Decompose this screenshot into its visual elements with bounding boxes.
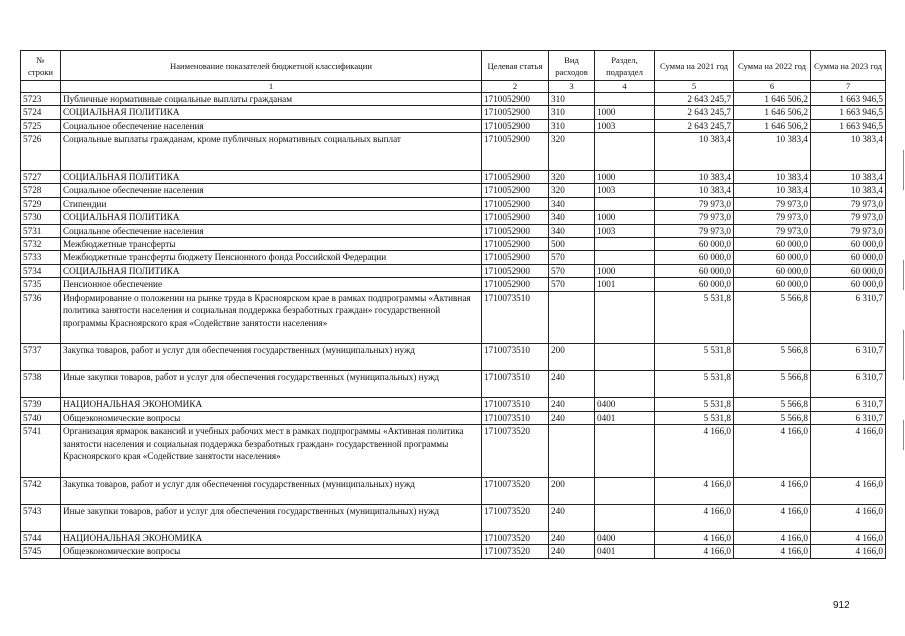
row-sum-2021: 10 383,4	[655, 170, 734, 183]
row-name: Общеэкономические вопросы	[61, 545, 482, 558]
row-expense-type: 310	[549, 119, 595, 132]
row-sum-2021: 79 973,0	[655, 211, 734, 224]
row-section: 1000	[595, 170, 655, 183]
row-name: Межбюджетные трансферты бюджету Пенсионного фонда Российской Федерации	[61, 251, 482, 264]
row-target-article: 1710073520	[482, 477, 549, 504]
row-sum-2023: 60 000,0	[811, 238, 886, 251]
row-expense-type: 200	[549, 477, 595, 504]
row-sum-2022: 10 383,4	[734, 184, 811, 197]
row-expense-type: 240	[549, 371, 595, 398]
row-target-article: 1710052900	[482, 197, 549, 210]
row-expense-type: 320	[549, 133, 595, 171]
row-sum-2023: 6 310,7	[811, 291, 886, 344]
row-section	[595, 93, 655, 106]
row-name: Социальное обеспечение населения	[61, 184, 482, 197]
column-number: 6	[734, 81, 811, 93]
row-sum-2022: 5 566,8	[734, 371, 811, 398]
table-row	[21, 238, 886, 251]
row-sum-2023: 4 166,0	[811, 545, 886, 558]
row-target-article: 1710052900	[482, 264, 549, 277]
row-section	[595, 238, 655, 251]
table-row	[21, 545, 886, 558]
row-sum-2023: 6 310,7	[811, 371, 886, 398]
table-row	[21, 264, 886, 277]
row-expense-type: 570	[549, 264, 595, 277]
row-sum-2023: 4 166,0	[811, 504, 886, 531]
table-body	[21, 93, 886, 559]
row-number: 5742	[21, 477, 61, 504]
row-expense-type: 340	[549, 224, 595, 237]
row-sum-2023: 1 663 946,5	[811, 106, 886, 119]
row-number: 5735	[21, 278, 61, 291]
row-sum-2022: 10 383,4	[734, 133, 811, 171]
row-name: Закупка товаров, работ и услуг для обеспечения государственных (муниципальных) нужд	[61, 477, 482, 504]
table-row	[21, 119, 886, 132]
row-target-article: 1710052900	[482, 106, 549, 119]
row-sum-2021: 60 000,0	[655, 238, 734, 251]
row-expense-type: 320	[549, 184, 595, 197]
scan-edge-mark	[903, 260, 904, 290]
row-target-article: 1710052900	[482, 93, 549, 106]
row-expense-type: 340	[549, 211, 595, 224]
row-target-article: 1710073520	[482, 504, 549, 531]
row-target-article: 1710073520	[482, 545, 549, 558]
row-number: 5731	[21, 224, 61, 237]
column-numbers-row	[21, 81, 886, 93]
row-target-article: 1710052900	[482, 184, 549, 197]
row-number: 5729	[21, 197, 61, 210]
row-number: 5723	[21, 93, 61, 106]
row-sum-2023: 60 000,0	[811, 264, 886, 277]
row-sum-2022: 60 000,0	[734, 238, 811, 251]
row-target-article: 1710073520	[482, 531, 549, 544]
row-sum-2022: 4 166,0	[734, 504, 811, 531]
row-sum-2021: 4 166,0	[655, 425, 734, 478]
row-sum-2021: 60 000,0	[655, 251, 734, 264]
row-number: 5733	[21, 251, 61, 264]
row-sum-2021: 79 973,0	[655, 197, 734, 210]
table-row	[21, 398, 886, 411]
row-section	[595, 133, 655, 171]
row-name: Пенсионное обеспечение	[61, 278, 482, 291]
row-target-article: 1710052900	[482, 133, 549, 171]
row-expense-type: 310	[549, 93, 595, 106]
row-sum-2023: 6 310,7	[811, 344, 886, 371]
row-expense-type: 500	[549, 238, 595, 251]
row-section	[595, 504, 655, 531]
row-sum-2022: 79 973,0	[734, 224, 811, 237]
table-row	[21, 133, 886, 171]
row-sum-2021: 4 166,0	[655, 545, 734, 558]
row-name: Межбюджетные трансферты	[61, 238, 482, 251]
row-section: 1000	[595, 211, 655, 224]
column-number: 1	[61, 81, 482, 93]
table-row	[21, 184, 886, 197]
table-row	[21, 531, 886, 544]
row-number: 5744	[21, 531, 61, 544]
row-number: 5726	[21, 133, 61, 171]
row-section: 0401	[595, 411, 655, 424]
table-row	[21, 411, 886, 424]
row-section	[595, 251, 655, 264]
row-number: 5741	[21, 425, 61, 478]
row-sum-2023: 1 663 946,5	[811, 93, 886, 106]
header-sum-2023: Сумма на 2023 год	[811, 51, 886, 81]
row-section	[595, 291, 655, 344]
row-expense-type: 240	[549, 531, 595, 544]
row-sum-2023: 4 166,0	[811, 425, 886, 478]
row-sum-2022: 4 166,0	[734, 545, 811, 558]
table-row	[21, 504, 886, 531]
row-sum-2021: 4 166,0	[655, 504, 734, 531]
row-sum-2021: 60 000,0	[655, 264, 734, 277]
row-target-article: 1710052900	[482, 238, 549, 251]
row-section: 1001	[595, 278, 655, 291]
row-target-article: 1710073510	[482, 291, 549, 344]
row-section: 0400	[595, 398, 655, 411]
header-expense-type: Вид расходов	[549, 51, 595, 81]
row-name: Социальное обеспечение населения	[61, 119, 482, 132]
row-name: Иные закупки товаров, работ и услуг для обеспечения государственных (муниципальных) нужд	[61, 504, 482, 531]
column-number: 7	[811, 81, 886, 93]
row-expense-type	[549, 291, 595, 344]
page-number: 912	[833, 600, 850, 611]
row-name: Стипендии	[61, 197, 482, 210]
row-sum-2021: 79 973,0	[655, 224, 734, 237]
table-row	[21, 278, 886, 291]
row-sum-2022: 60 000,0	[734, 251, 811, 264]
row-target-article: 1710052900	[482, 224, 549, 237]
row-name: Социальные выплаты гражданам, кроме публичных нормативных социальных выплат	[61, 133, 482, 171]
row-section	[595, 425, 655, 478]
table-row	[21, 371, 886, 398]
row-name: НАЦИОНАЛЬНАЯ ЭКОНОМИКА	[61, 398, 482, 411]
row-name: Социальное обеспечение населения	[61, 224, 482, 237]
row-number: 5727	[21, 170, 61, 183]
row-sum-2022: 1 646 506,2	[734, 93, 811, 106]
column-number	[21, 81, 61, 93]
row-sum-2023: 79 973,0	[811, 197, 886, 210]
row-expense-type: 570	[549, 251, 595, 264]
row-name: Публичные нормативные социальные выплаты гражданам	[61, 93, 482, 106]
row-sum-2022: 5 566,8	[734, 398, 811, 411]
row-sum-2021: 5 531,8	[655, 291, 734, 344]
row-number: 5740	[21, 411, 61, 424]
row-number: 5725	[21, 119, 61, 132]
row-sum-2021: 5 531,8	[655, 411, 734, 424]
row-target-article: 1710052900	[482, 170, 549, 183]
row-sum-2021: 10 383,4	[655, 184, 734, 197]
row-sum-2023: 10 383,4	[811, 170, 886, 183]
row-expense-type: 240	[549, 545, 595, 558]
row-section: 1003	[595, 224, 655, 237]
row-name: Закупка товаров, работ и услуг для обеспечения государственных (муниципальных) нужд	[61, 344, 482, 371]
row-section	[595, 371, 655, 398]
row-sum-2022: 79 973,0	[734, 197, 811, 210]
row-target-article: 1710052900	[482, 119, 549, 132]
row-sum-2022: 4 166,0	[734, 425, 811, 478]
row-sum-2023: 60 000,0	[811, 278, 886, 291]
header-target-article: Целевая статья	[482, 51, 549, 81]
row-sum-2021: 60 000,0	[655, 278, 734, 291]
row-number: 5728	[21, 184, 61, 197]
row-target-article: 1710073510	[482, 398, 549, 411]
row-expense-type	[549, 425, 595, 478]
table-header-row	[21, 51, 886, 81]
row-name: Иные закупки товаров, работ и услуг для обеспечения государственных (муниципальных) нужд	[61, 371, 482, 398]
row-sum-2023: 6 310,7	[811, 411, 886, 424]
row-sum-2023: 1 663 946,5	[811, 119, 886, 132]
row-sum-2022: 1 646 506,2	[734, 119, 811, 132]
row-sum-2021: 2 643 245,7	[655, 106, 734, 119]
row-sum-2022: 5 566,8	[734, 411, 811, 424]
column-number: 4	[595, 81, 655, 93]
row-name: СОЦИАЛЬНАЯ ПОЛИТИКА	[61, 170, 482, 183]
row-expense-type: 200	[549, 344, 595, 371]
row-sum-2023: 60 000,0	[811, 251, 886, 264]
column-number: 5	[655, 81, 734, 93]
row-sum-2022: 60 000,0	[734, 278, 811, 291]
scan-edge-mark	[903, 150, 904, 190]
row-name: СОЦИАЛЬНАЯ ПОЛИТИКА	[61, 264, 482, 277]
header-row-number: № строки	[21, 51, 61, 81]
row-target-article: 1710073520	[482, 425, 549, 478]
row-name: Информирование о положении на рынке труда в Красноярском крае в рамках подпрограммы «Активная политика занятости населения и социальная поддержка безработных граждан» государственной программы Красноярского края «Содействие занятости населения»	[61, 291, 482, 344]
row-number: 5736	[21, 291, 61, 344]
row-sum-2022: 4 166,0	[734, 477, 811, 504]
row-sum-2021: 5 531,8	[655, 371, 734, 398]
row-section: 1000	[595, 106, 655, 119]
row-expense-type: 240	[549, 411, 595, 424]
row-sum-2023: 79 973,0	[811, 224, 886, 237]
row-section	[595, 344, 655, 371]
row-target-article: 1710052900	[482, 278, 549, 291]
row-name: НАЦИОНАЛЬНАЯ ЭКОНОМИКА	[61, 531, 482, 544]
row-number: 5732	[21, 238, 61, 251]
row-number: 5743	[21, 504, 61, 531]
row-expense-type: 340	[549, 197, 595, 210]
row-target-article: 1710052900	[482, 251, 549, 264]
row-sum-2023: 4 166,0	[811, 477, 886, 504]
row-sum-2022: 5 566,8	[734, 344, 811, 371]
scan-edge-mark	[903, 420, 904, 450]
row-sum-2021: 2 643 245,7	[655, 93, 734, 106]
header-sum-2022: Сумма на 2022 год	[734, 51, 811, 81]
row-sum-2022: 79 973,0	[734, 211, 811, 224]
table-row	[21, 170, 886, 183]
budget-table	[20, 50, 886, 559]
row-sum-2023: 10 383,4	[811, 184, 886, 197]
table-row	[21, 197, 886, 210]
header-name: Наименование показателей бюджетной классификации	[61, 51, 482, 81]
row-expense-type: 310	[549, 106, 595, 119]
row-section: 0400	[595, 531, 655, 544]
row-target-article: 1710073510	[482, 411, 549, 424]
row-sum-2022: 4 166,0	[734, 531, 811, 544]
row-number: 5724	[21, 106, 61, 119]
table-row	[21, 425, 886, 478]
row-sum-2021: 2 643 245,7	[655, 119, 734, 132]
column-number: 2	[482, 81, 549, 93]
row-sum-2022: 10 383,4	[734, 170, 811, 183]
row-number: 5730	[21, 211, 61, 224]
header-sum-2021: Сумма на 2021 год	[655, 51, 734, 81]
row-sum-2021: 10 383,4	[655, 133, 734, 171]
row-sum-2022: 5 566,8	[734, 291, 811, 344]
row-sum-2023: 10 383,4	[811, 133, 886, 171]
scan-edge-mark	[903, 330, 904, 380]
table-row	[21, 251, 886, 264]
row-section: 1000	[595, 264, 655, 277]
row-section: 1003	[595, 184, 655, 197]
row-sum-2021: 4 166,0	[655, 477, 734, 504]
table-row	[21, 211, 886, 224]
row-number: 5737	[21, 344, 61, 371]
row-number: 5738	[21, 371, 61, 398]
row-name: Общеэкономические вопросы	[61, 411, 482, 424]
table-row	[21, 93, 886, 106]
row-section	[595, 477, 655, 504]
column-number: 3	[549, 81, 595, 93]
row-number: 5734	[21, 264, 61, 277]
row-expense-type: 320	[549, 170, 595, 183]
row-sum-2021: 5 531,8	[655, 398, 734, 411]
row-expense-type: 570	[549, 278, 595, 291]
table-row	[21, 344, 886, 371]
row-sum-2021: 5 531,8	[655, 344, 734, 371]
row-section	[595, 197, 655, 210]
header-section: Раздел, подраздел	[595, 51, 655, 81]
row-sum-2022: 60 000,0	[734, 264, 811, 277]
row-number: 5745	[21, 545, 61, 558]
row-sum-2021: 4 166,0	[655, 531, 734, 544]
row-target-article: 1710073510	[482, 371, 549, 398]
table-row	[21, 291, 886, 344]
row-expense-type: 240	[549, 398, 595, 411]
row-name: СОЦИАЛЬНАЯ ПОЛИТИКА	[61, 211, 482, 224]
row-name: СОЦИАЛЬНАЯ ПОЛИТИКА	[61, 106, 482, 119]
row-section: 0401	[595, 545, 655, 558]
row-number: 5739	[21, 398, 61, 411]
row-section: 1003	[595, 119, 655, 132]
row-sum-2022: 1 646 506,2	[734, 106, 811, 119]
table-row	[21, 224, 886, 237]
row-target-article: 1710073510	[482, 344, 549, 371]
row-sum-2023: 6 310,7	[811, 398, 886, 411]
row-target-article: 1710052900	[482, 211, 549, 224]
table-row	[21, 106, 886, 119]
row-expense-type: 240	[549, 504, 595, 531]
row-sum-2023: 4 166,0	[811, 531, 886, 544]
row-name: Организация ярмарок вакансий и учебных рабочих мест в рамках подпрограммы «Активная политика занятости населения и социальная поддержка безработных граждан» государственной программы Красноярского края «Содействие занятости населения»	[61, 425, 482, 478]
row-sum-2023: 79 973,0	[811, 211, 886, 224]
table-row	[21, 477, 886, 504]
